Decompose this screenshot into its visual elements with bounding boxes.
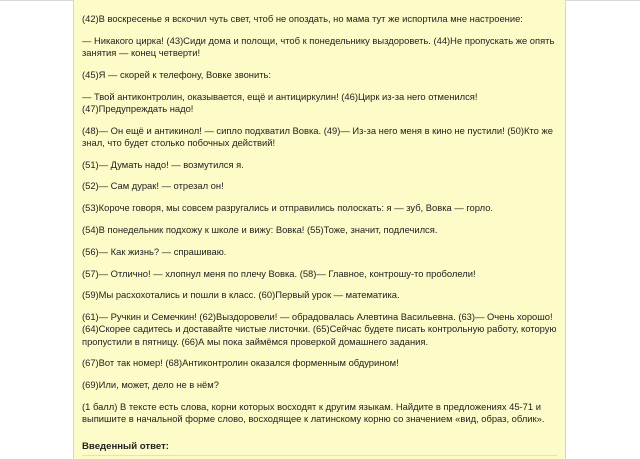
paragraph-43: — Никакого цирка! (43)Сиди дома и полощи, чтоб к понедельнику выздороветь. (44)Не пропускать же опять занятия — конец четверти! xyxy=(82,34,555,58)
answer-label: Введенный ответ: xyxy=(82,441,169,453)
paragraph-48: (48)— Он ещё и антикинол! — сипло подхватил Вовка. (49)— Из-за него меня в кино не пустили! (50)Кто же знал, что будет столько побочных действий! xyxy=(82,124,553,148)
paragraph-51: (51)— Думать надо! — возмутился я. xyxy=(82,158,244,170)
paragraph-59: (59)Мы расхохотались и пошли в класс. (60)Первый урок — математика. xyxy=(82,289,400,301)
paragraph-61: (61)— Ручкин и Семечкин! (62)Выздоровели! — обрадовалась Алевтина Васильевна. (63)— Очень хорошо! (64)Скорее садитесь и доставайте чистые листочки. (65)Сейчас будете писать контрольную работу, которую пропустили в пятницу. (66)А мы пока займёмся проверкой домашнего задания. xyxy=(82,311,557,347)
paragraph-54: (54)В понедельник подхожу к школе и вижу: Вовка! (55)Тоже, значит, подлечился. xyxy=(82,223,438,235)
paragraph-52: (52)— Сам дурак! — отрезал он! xyxy=(82,180,224,192)
paragraph-45: (45)Я — скорей к телефону, Вовке звонить: xyxy=(82,68,272,80)
task-text xyxy=(74,0,565,454)
paragraph-42: (42)В воскресенье я вскочил чуть свет, чтоб не опоздать, но мама тут же испортила мне настроение: xyxy=(82,13,523,24)
paragraph-69: (69)Или, может, дело не в нём? xyxy=(82,379,219,391)
task-question: (1 балл) В тексте есть слова, корни которых восходят к другим языкам. Найдите в предложениях 45-71 и выпишите в начальной форме слово, восходящее к латинскому корню со значением «вид, образ, облик». xyxy=(82,400,545,425)
task-panel xyxy=(73,0,566,459)
paragraph-46: — Твой антиконтролин, оказывается, ещё и антициркулин! (46)Цирк из-за него отменился! (47)Предупреждать надо! xyxy=(82,90,478,114)
answer-divider xyxy=(82,455,557,456)
paragraph-67: (67)Вот так номер! (68)Антиконтролин оказался форменным обдурином! xyxy=(82,357,399,369)
paragraph-53: (53)Короче говоря, мы совсем разругались и отправились полоскать: я — зуб, Вовка — горло. xyxy=(82,202,494,214)
paragraph-57: (57)— Отлично! — хлопнул меня по плечу Вовка. (58)— Главное, контрошу-то проболели! xyxy=(82,267,476,279)
paragraph-56: (56)— Как жизнь? — спрашиваю. xyxy=(82,245,227,257)
